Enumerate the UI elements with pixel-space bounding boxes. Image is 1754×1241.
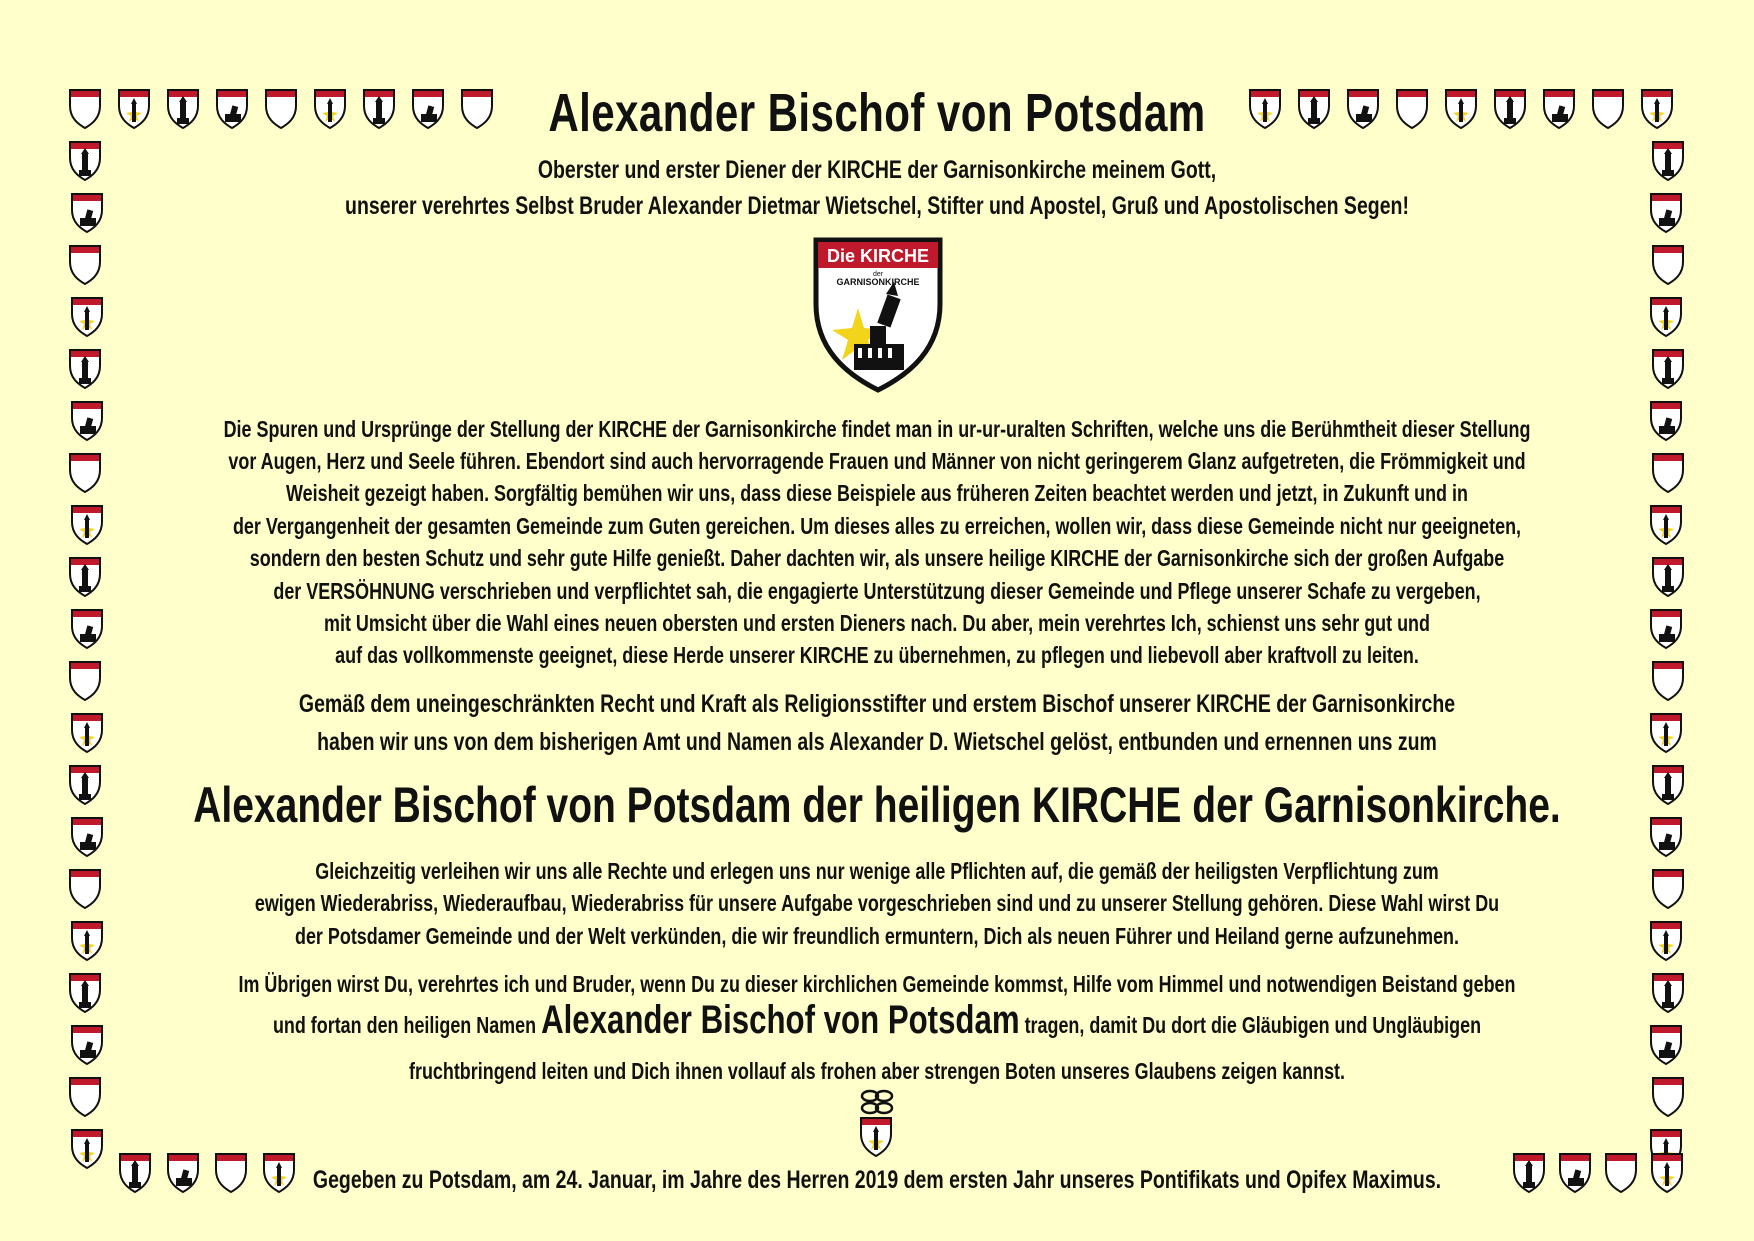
border-emblem-icon <box>68 556 102 603</box>
border-emblem-icon <box>1640 88 1674 135</box>
border-emblem-icon <box>70 920 104 967</box>
border-emblem-icon <box>1651 244 1685 291</box>
text-before-name: und fortan den heiligen Namen <box>272 1012 542 1038</box>
border-emblem-icon <box>70 1024 104 1071</box>
border-emblem-icon <box>68 88 102 135</box>
border-emblem-icon <box>1651 140 1685 187</box>
border-emblem-icon <box>70 400 104 447</box>
text-line: sondern den besten Schutz und sehr gute Hilfe genießt. Daher dachten wir, als unsere heilige KIRCHE der Garnisonkirche sich der großen Aufgabe <box>249 545 1505 571</box>
infinity-knot-icon <box>858 1088 896 1118</box>
border-emblem-icon <box>68 140 102 187</box>
border-emblem-icon <box>1558 1152 1592 1199</box>
border-emblem-icon <box>70 504 104 551</box>
border-emblem-icon <box>68 660 102 707</box>
border-emblem-icon <box>1651 348 1685 395</box>
proclamation: Alexander Bischof von Potsdam der heiligen KIRCHE der Garnisonkirche. <box>193 777 1561 833</box>
text-after-name: tragen, damit Du dort die Gläubigen und Ungläubigen <box>1019 1012 1482 1038</box>
subtitle-line-2: unserer verehrtes Selbst Bruder Alexander Dietmar Wietschel, Stifter und Apostel, Gruß und Apostolischen Segen! <box>345 192 1409 220</box>
border-emblem-icon <box>1649 400 1683 447</box>
closing-line: Gegeben zu Potsdam, am 24. Januar, im Jahre des Herren 2019 dem ersten Jahr unseres Pontifikats und Opifex Maximus. <box>312 1166 1442 1194</box>
border-emblem-icon <box>68 1076 102 1123</box>
border-emblem-icon <box>1591 88 1625 135</box>
border-emblem-icon <box>1649 1024 1683 1071</box>
border-emblem-icon <box>68 348 102 395</box>
small-emblem-icon <box>859 1116 893 1163</box>
border-emblem-icon <box>118 1152 152 1199</box>
border-emblem-icon <box>68 244 102 291</box>
text-line: vor Augen, Herz und Seele führen. Ebendort sind auch hervorragende Frauen und Männer von nicht geringerem Glanz aufgetreten, die Frömmigkeit und <box>228 448 1526 474</box>
border-emblem-icon <box>70 1128 104 1175</box>
text-line: der Potsdamer Gemeinde und der Welt verkünden, die wir freundlich ermuntern, Dich als neuen Führer und Heiland gerne aufzunehmen. <box>294 923 1459 949</box>
text-line-with-name <box>193 998 1561 1042</box>
text-line: Gemäß dem uneingeschränkten Recht und Kraft als Religionsstifter und erstem Bischof unserer KIRCHE der Garnisonkirche <box>298 690 1456 718</box>
page-title: Alexander Bischof von Potsdam <box>548 83 1206 143</box>
border-emblem-icon <box>70 608 104 655</box>
text-line: der VERSÖHNUNG verschrieben und verpflichtet sah, die engagierte Unterstützung dieser Gemeinde und Pflege unserer Schafe zu vergeben, <box>273 578 1481 604</box>
border-emblem-icon <box>1649 296 1683 343</box>
inline-title-name: Alexander Bischof von Potsdam <box>541 998 1020 1042</box>
border-emblem-icon <box>1651 1076 1685 1123</box>
text-line: Die Spuren und Ursprünge der Stellung der KIRCHE der Garnisonkirche findet man in ur-ur-uralten Schriften, welche uns die Berühmtheit dieser Stellung <box>223 416 1531 442</box>
church-emblem <box>810 234 946 396</box>
border-emblem-icon <box>1649 816 1683 863</box>
text-line: ewigen Wiederabriss, Wiederaufbau, Wiederabriss für unsere Aufgabe vorgeschrieben sind und zu unserer Stellung gehören. Diese Wahl wirst Du <box>254 890 1500 916</box>
border-emblem-icon <box>68 972 102 1019</box>
emblem-banner-text: Die KIRCHE <box>826 246 930 266</box>
subtitle-line-1: Oberster und erster Diener der KIRCHE der Garnisonkirche meinem Gott, <box>537 156 1217 184</box>
emblem-small-text: der <box>872 271 884 278</box>
border-emblem-icon <box>68 868 102 915</box>
border-emblem-icon <box>1651 972 1685 1019</box>
border-emblem-icon <box>1649 920 1683 967</box>
text-line: fruchtbringend leiten und Dich ihnen vollauf als frohen aber strengen Boten unseres Glaubens zeigen kannst. <box>408 1058 1346 1084</box>
text-line: mit Umsicht über die Wahl eines neuen obersten und ersten Dieners nach. Du aber, mein verehrtes Ich, schienst uns sehr gut und <box>324 610 1430 636</box>
border-emblem-icon <box>68 452 102 499</box>
border-emblem-icon <box>1649 192 1683 239</box>
border-emblem-icon <box>1651 764 1685 811</box>
border-emblem-icon <box>1604 1152 1638 1199</box>
border-emblem-icon <box>70 296 104 343</box>
border-emblem-icon <box>1651 660 1685 707</box>
text-line: Im Übrigen wirst Du, verehrtes ich und Bruder, wenn Du zu dieser kirchlichen Gemeinde kommst, Hilfe vom Himmel und notwendigen Beistand geben <box>238 971 1516 997</box>
border-emblem-icon <box>70 192 104 239</box>
border-emblem-icon <box>70 816 104 863</box>
border-emblem-icon <box>1650 1152 1684 1199</box>
border-emblem-icon <box>1649 504 1683 551</box>
border-emblem-icon <box>117 88 151 135</box>
text-line: auf das vollkommenste geeignet, diese Herde unserer KIRCHE zu übernehmen, zu pflegen und liebevoll aber kraftvoll zu leiten. <box>335 642 1419 668</box>
text-line: Weisheit gezeigt haben. Sorgfältig bemühen wir uns, dass diese Beispiele aus früheren Zeiten beachtet werden und jetzt, in Zukunft und in <box>286 480 1468 506</box>
border-emblem-icon <box>1651 452 1685 499</box>
emblem-sub-text: GARNISONKIRCHE <box>836 277 920 287</box>
border-emblem-icon <box>70 712 104 759</box>
border-emblem-icon <box>1651 868 1685 915</box>
text-line: Gleichzeitig verleihen wir uns alle Rechte und erlegen uns nur wenige alle Pflichten auf, die gemäß der heiligsten Verpflichtung zum <box>315 858 1439 884</box>
border-emblem-icon <box>1649 608 1683 655</box>
border-emblem-icon <box>1649 712 1683 759</box>
border-emblem-icon <box>68 764 102 811</box>
border-emblem-icon <box>1651 556 1685 603</box>
text-line: haben wir uns von dem bisherigen Amt und Namen als Alexander D. Wietschel gelöst, entbunden und ernennen uns zum <box>317 728 1437 756</box>
text-line: der Vergangenheit der gesamten Gemeinde zum Guten gereichen. Um dieses alles zu erreichen, wollen wir, dass diese Gemeinde nicht nur geeigneten, <box>232 513 1522 539</box>
